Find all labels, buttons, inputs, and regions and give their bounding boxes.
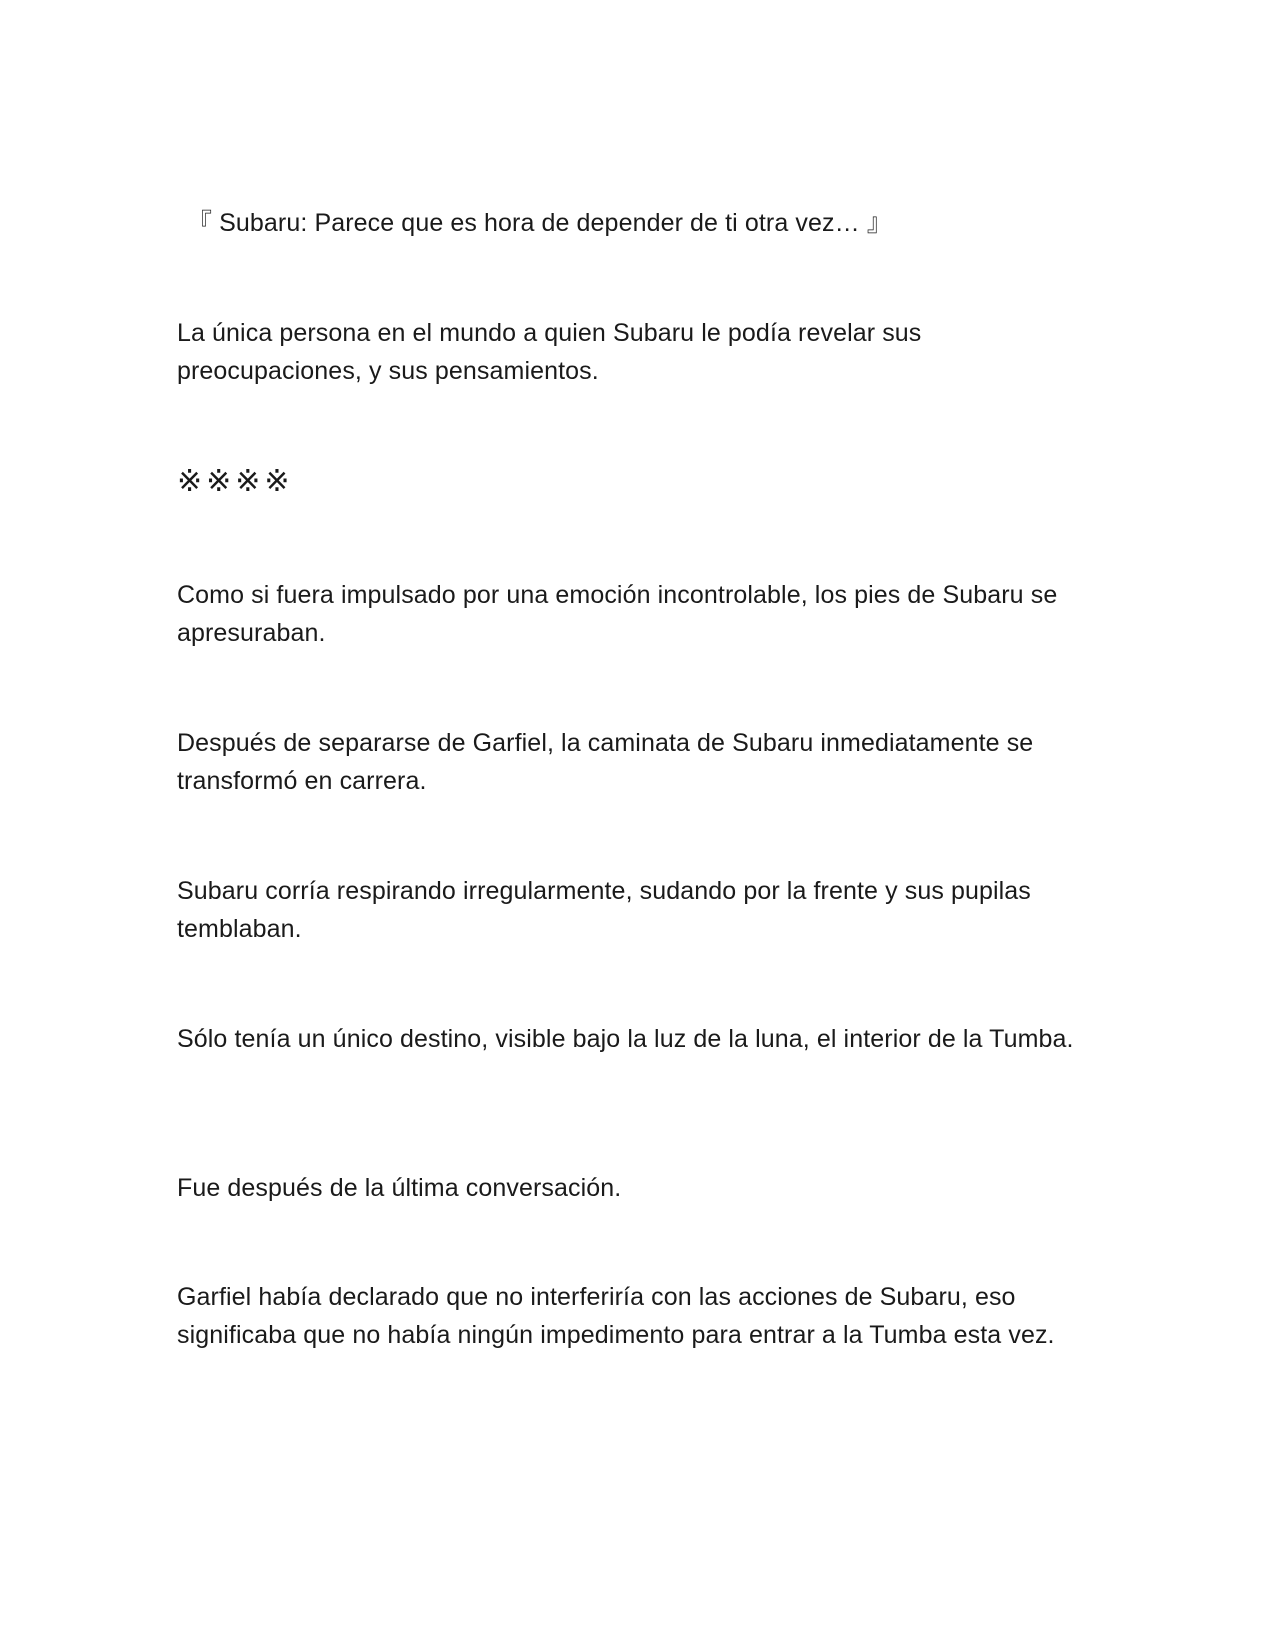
paragraph: Subaru corría respirando irregularmente, sudando por la frente y sus pupilas temblaban.	[177, 877, 1031, 943]
dialogue-quote: 『 Subaru: Parece que es hora de depender de ti otra vez… 』	[187, 209, 892, 237]
paragraph: Después de separarse de Garfiel, la caminata de Subaru inmediatamente se transformó en carrera.	[177, 729, 1034, 795]
paragraph: La única persona en el mundo a quien Subaru le podía revelar sus preocupaciones, y sus pensamientos.	[177, 319, 922, 385]
paragraph: Garfiel había declarado que no interferiría con las acciones de Subaru, eso significaba que no había ningún impedimento para entrar a la Tumba esta vez.	[177, 1283, 1055, 1349]
paragraph: Fue después de la última conversación.	[177, 1174, 622, 1202]
paragraph: Como si fuera impulsado por una emoción incontrolable, los pies de Subaru se apresuraban.	[177, 581, 1058, 647]
scene-separator: ※※※※	[177, 465, 294, 498]
paragraph: Sólo tenía un único destino, visible bajo la luz de la luna, el interior de la Tumba.	[177, 1025, 1074, 1053]
